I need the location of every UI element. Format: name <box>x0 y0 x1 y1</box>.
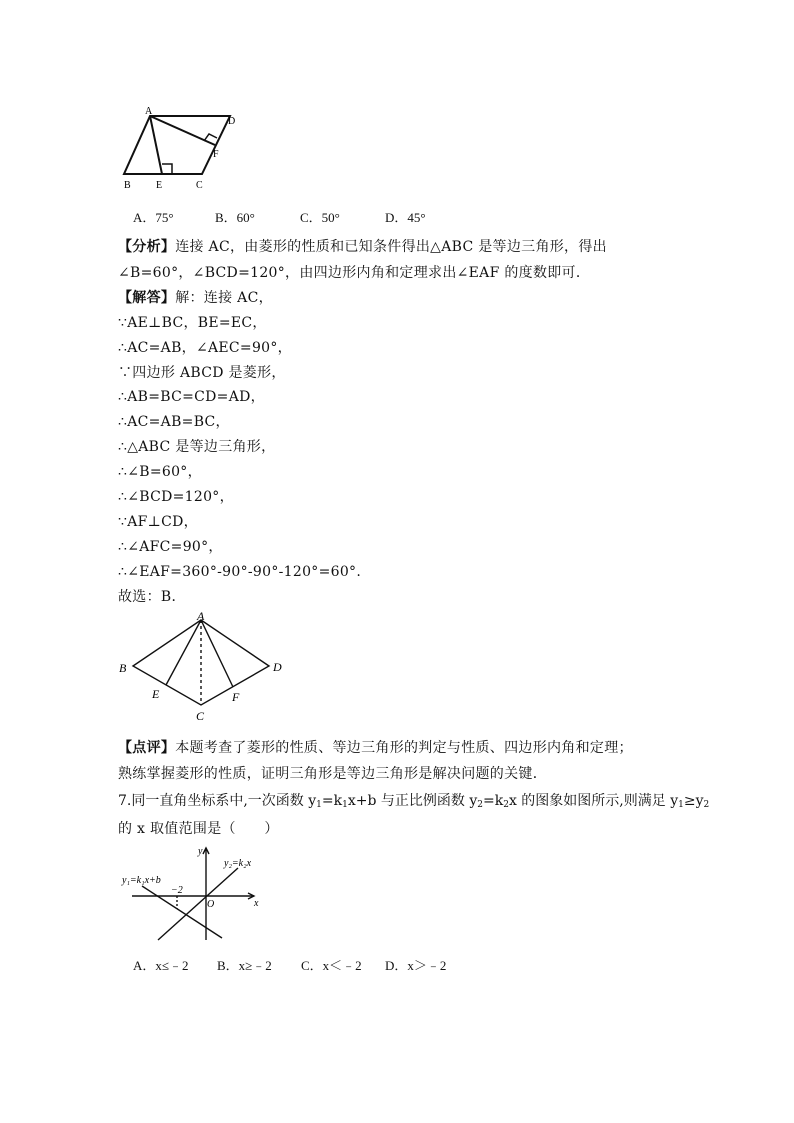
solution-step-10: ∴∠AFC=90°， <box>118 539 223 555</box>
q6-option-b: B．60° <box>215 210 255 225</box>
q7-text-f: ≥y <box>683 793 704 809</box>
solution-step-7: ∴∠B=60°， <box>118 464 202 480</box>
q6-option-a: A．75° <box>133 210 174 225</box>
q7-text-b: =k <box>321 793 343 809</box>
q7-option-b: B．x≥﹣2 <box>217 958 272 973</box>
solution-step-1: ∵AE⊥BC，BE=EC， <box>118 315 267 331</box>
solution-choice: 故选：B． <box>118 589 186 605</box>
solution-step-3: ∵四边形 ABCD 是菱形， <box>118 365 286 381</box>
q7-option-c: C．x＜﹣2 <box>301 958 362 973</box>
solution-step-2: ∴AC=AB，∠AEC=90°， <box>118 340 292 356</box>
q7-option-d: D．x＞﹣2 <box>385 958 447 973</box>
label-y2-line: y₂=k₂x <box>224 858 252 869</box>
q6-option-d: D．45° <box>385 210 426 225</box>
label-b: B <box>124 180 131 191</box>
segment-ae-2 <box>166 620 201 685</box>
fig2-label-e: E <box>152 687 160 701</box>
analysis-text-1: 连接 AC，由菱形的性质和已知条件得出△ABC 是等边三角形，得出 <box>175 239 607 255</box>
axis-label-y: y <box>198 846 203 857</box>
solution-step-5: ∴AC=AB=BC， <box>118 414 230 430</box>
solution-step-4: ∴AB=BC=CD=AD， <box>118 389 265 405</box>
q7-option-a: A．x≤﹣2 <box>133 958 189 973</box>
fig2-label-c: C <box>196 709 205 723</box>
fig2-label-a: A <box>197 610 205 623</box>
analysis-line-2: ∠B=60°，∠BCD=120°，由四边形内角和定理求出∠EAF 的度数即可． <box>118 265 591 281</box>
label-c: C <box>196 180 203 191</box>
q7-stem-line-2: 的 x 取值范围是（ ） <box>118 821 279 837</box>
sub-2: 2 <box>477 800 483 810</box>
q6-option-c: C．50° <box>300 210 340 225</box>
q7-stem-line-1 <box>118 792 709 814</box>
label-y1-line: y₁=k₁x+b <box>122 875 161 886</box>
q7-text-d: =k <box>483 793 504 809</box>
comment-tag: 【点评】 <box>118 740 176 756</box>
segment-af <box>150 116 215 145</box>
q7-text-a: 7.同一直角坐标系中,一次函数 y <box>118 793 317 809</box>
solution-step-11: ∴∠EAF=360°-90°-90°-120°=60°. <box>118 564 362 580</box>
solution-intro <box>118 289 273 307</box>
axis-label-x: x <box>254 898 259 909</box>
segment-ae <box>150 116 162 174</box>
analysis-tag: 【分析】 <box>118 239 176 255</box>
rhombus-figure-1 <box>112 100 252 195</box>
right-angle-mark-e <box>162 164 172 174</box>
q7-text-c: x+b 与正比例函数 y <box>347 793 478 809</box>
sub-2b: 2 <box>503 800 509 810</box>
comment-line-2: 熟练掌握菱形的性质，证明三角形是等边三角形是解决问题的关键． <box>118 766 547 782</box>
solution-step-9: ∵AF⊥CD， <box>118 514 198 530</box>
comment-line-1 <box>118 739 633 757</box>
fig2-label-d: D <box>273 660 282 674</box>
fig2-label-f: F <box>232 690 240 704</box>
label-a: A <box>145 106 153 117</box>
q7-graph <box>118 842 268 944</box>
label-d: D <box>228 116 236 127</box>
solution-tag: 【解答】 <box>118 290 176 306</box>
origin-label: O <box>207 899 215 910</box>
solution-step-6: ∴△ABC 是等边三角形， <box>118 439 276 455</box>
comment-text-1: 本题考查了菱形的性质、等边三角形的判定与性质、四边形内角和定理； <box>175 740 633 756</box>
analysis-line-1 <box>118 238 607 256</box>
fig2-label-b: B <box>119 661 127 675</box>
label-f: F <box>213 149 219 160</box>
solution-intro-text: 解：连接 AC， <box>175 290 273 306</box>
label-e: E <box>156 180 163 191</box>
sub-1c: 1 <box>678 800 684 810</box>
solution-step-8: ∴∠BCD=120°， <box>118 489 234 505</box>
sub-2c: 2 <box>703 800 710 810</box>
sub-1: 1 <box>316 800 322 810</box>
rhombus-figure-2 <box>112 610 302 725</box>
tick-label-neg2: −2 <box>171 885 183 896</box>
q7-text-e: x 的图象如图所示,则满足 y <box>508 793 679 809</box>
sub-1b: 1 <box>342 800 348 810</box>
